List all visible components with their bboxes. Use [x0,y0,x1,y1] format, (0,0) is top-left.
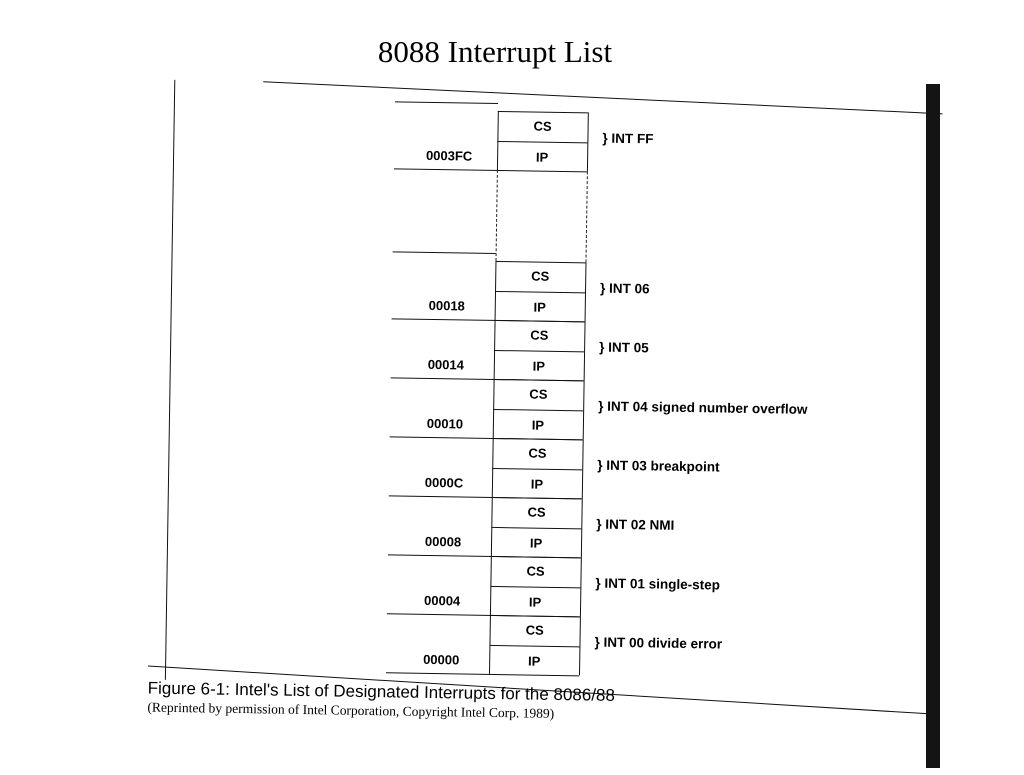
vector-box-divider [490,585,580,587]
cs-label: CS [527,504,546,520]
vector-box-divider [497,140,587,142]
cs-label: CS [525,622,544,638]
ellipsis-right [585,171,587,262]
vector-box-top [494,379,584,381]
vector-box-top [495,261,585,263]
cs-label: CS [528,445,547,461]
vector-box-top [495,320,585,322]
vector-box-top [492,497,582,499]
table-top-line [395,101,498,104]
vector-box-top [498,111,588,113]
ip-label: IP [535,149,549,165]
vector-address: 00010 [426,415,464,431]
vector-box-divider [494,349,584,351]
vector-address: 00004 [423,592,461,608]
vector-box-top [490,615,580,617]
interrupt-label: } INT 03 breakpoint [597,457,720,475]
cs-label: CS [526,563,545,579]
cs-label: CS [531,268,550,284]
interrupt-label: } INT 05 [599,339,649,355]
interrupt-label: } INT FF [602,130,654,146]
figure-caption: Figure 6-1: Intel's List of Designated Interrupts for the 8086/88 [147,678,616,705]
gap-line [393,251,496,254]
interrupt-label: } INT 06 [599,280,650,296]
vector-address: 00018 [428,297,465,313]
vector-box-divider [495,290,585,292]
vector-box-divider [489,644,579,646]
page-frame-left [165,80,175,680]
vector-address: 0000C [424,474,464,490]
vector-address: 00008 [424,533,462,549]
figure-credit: (Reprinted by permission of Intel Corporation, Copyright Intel Corp. 1989) [147,699,555,721]
ip-label: IP [532,358,546,374]
ellipsis-left [495,170,497,261]
cs-label: CS [530,327,549,343]
ip-label: IP [528,594,542,610]
ip-label: IP [527,653,541,669]
vector-box-top [493,438,583,440]
slide-title: 8088 Interrupt List [377,34,613,69]
scan-edge [926,84,940,768]
vector-address: 00000 [423,651,460,667]
vector-box-top [491,556,581,558]
cs-label: CS [529,386,548,402]
vector-box-divider [492,467,582,469]
vector-box-divider [491,526,581,528]
page-frame-top [263,81,942,114]
vector-address: 0003FC [425,147,473,164]
ip-label: IP [529,535,543,551]
ip-label: IP [533,299,547,315]
ip-label: IP [530,476,544,492]
cs-label: CS [533,118,552,134]
interrupt-label: } INT 01 single-step [595,575,721,593]
ip-label: IP [531,417,545,433]
vector-address-line [394,168,587,172]
vector-address-line [386,672,579,676]
interrupt-label: } INT 02 NMI [596,516,675,533]
vector-box-divider [493,408,583,410]
interrupt-label: } INT 00 divide error [594,634,723,652]
vector-address: 00014 [427,356,465,372]
interrupt-label: } INT 04 signed number overflow [598,398,808,417]
